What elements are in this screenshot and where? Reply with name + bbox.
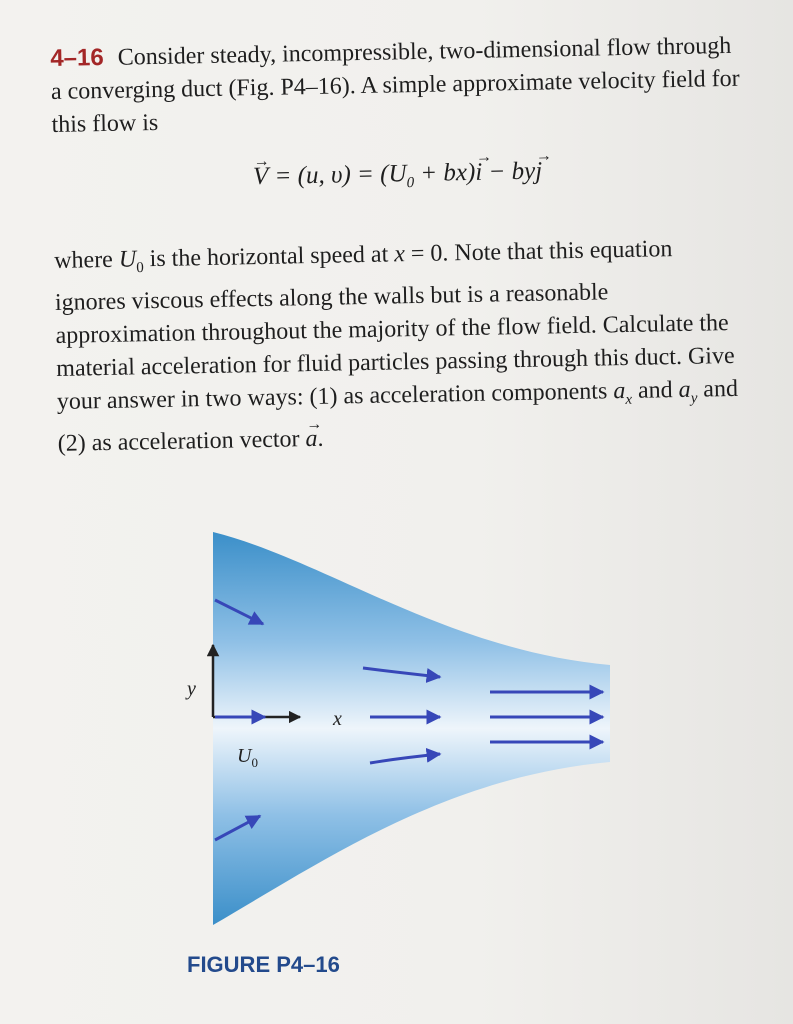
- u0-label: $U_0$: [237, 745, 258, 770]
- problem-number: 4–16: [50, 43, 104, 72]
- figure-caption: FIGURE P4–16: [187, 952, 340, 977]
- duct-fluid-region: [213, 532, 610, 925]
- problem-4-16: [50, 29, 748, 461]
- velocity-equation: → V = (u, $\upsilon) = (U_0 + bx)\to i - by\to j$: [52, 151, 743, 207]
- problem-body: where $U_0$ is the horizontal speed at x = 0. Note that this equation ignores viscous effects along the walls but is a reasonable approximation throughout the majority of the flow field. Calculate the material acceleration for fluid particles passing through this duct. Give your answer in two ways: (1) as acceleration components $a_x$ and $a_y$ and (2) as acceleration vector → a.: [54, 232, 748, 461]
- x-axis-label: x: [333, 708, 342, 730]
- y-axis-label: y: [187, 678, 196, 700]
- converging-duct-figure: [175, 520, 625, 940]
- problem-intro: 4–16 Consider steady, incompressible, two-dimensional flow through a converging duct (Fig. P4–16). A simple approximate velocity field for this flow is: [50, 32, 740, 138]
